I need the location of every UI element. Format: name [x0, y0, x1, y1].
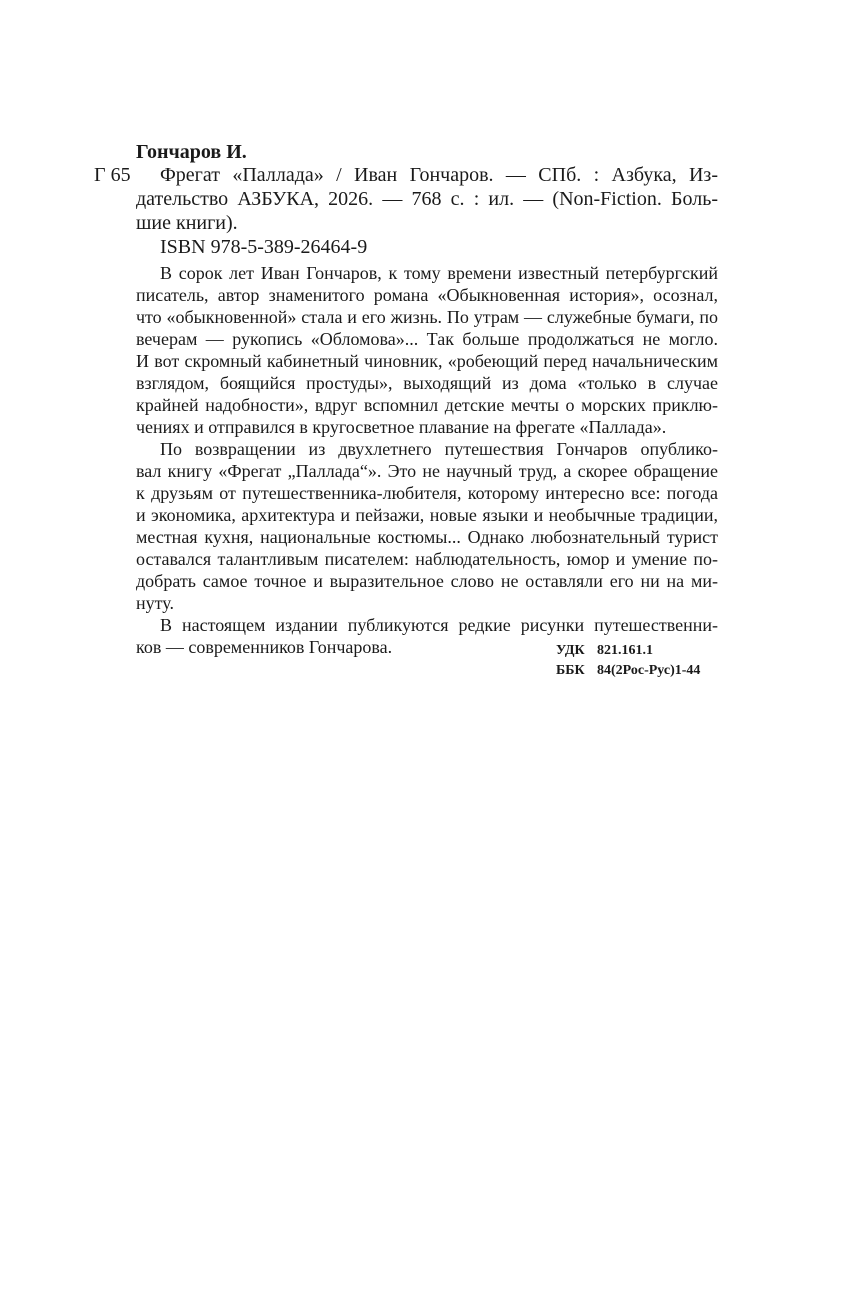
- annotation-line: вечерам — рукопись «Обломова»... Так больше продолжаться не могло.: [136, 329, 718, 349]
- annotation-line: и экономика, архитектура и пейзажи, новые языки и необычные традиции,: [136, 505, 718, 525]
- annotation-line: И вот скромный кабинетный чиновник, «робеющий перед начальническим: [136, 351, 718, 371]
- bbk-value: 84(2Рос-Рус)1-44: [597, 663, 701, 678]
- annotation-line: нуту.: [136, 593, 174, 613]
- biblio-line: дательство АЗБУКА, 2026. — 768 с. : ил. — (Non-Fiction. Боль-: [136, 188, 718, 210]
- annotation-line: писатель, автор знаменитого романа «Обыкновенная история», осознал,: [136, 285, 718, 305]
- annotation-line: что «обыкновенной» стала и его жизнь. По утрам — служебные бумаги, по: [136, 307, 718, 327]
- biblio-line: Фрегат «Паллада» / Иван Гончаров. — СПб. : Азбука, Из-: [160, 164, 718, 186]
- author-mark: Г 65: [94, 164, 131, 186]
- annotation-line: чениях и отправился в кругосветное плавание на фрегате «Паллада».: [136, 417, 667, 437]
- annotation-line: к друзьям от путешественника-любителя, которому интересно все: погода: [136, 483, 718, 503]
- annotation-line: В сорок лет Иван Гончаров, к тому времени известный петербургский: [160, 263, 718, 283]
- author-heading: Гончаров И.: [136, 141, 247, 163]
- bbk-row: [556, 661, 700, 681]
- annotation-line: добрать самое точное и выразительное слово не оставляли его ни на ми-: [136, 571, 718, 591]
- annotation-line: оставался талантливым писателем: наблюдательность, юмор и умение по-: [136, 549, 718, 569]
- annotation-line: В настоящем издании публикуются редкие рисунки путешественни-: [160, 615, 718, 635]
- isbn: ISBN 978-5-389-26464-9: [160, 236, 368, 258]
- classification-codes: [556, 641, 700, 681]
- udk-row: [556, 641, 700, 661]
- annotation-line: По возвращении из двухлетнего путешествия Гончаров опублико-: [160, 439, 718, 459]
- bibliographic-description: [136, 163, 718, 235]
- annotation-line: ков — современников Гончарова.: [136, 637, 393, 657]
- annotation-line: взглядом, боящийся простуды», выходящий из дома «только в случае: [136, 373, 718, 393]
- biblio-line: шие книги).: [136, 212, 238, 234]
- annotation-line: местная кухня, национальные костюмы... Однако любознательный турист: [136, 527, 718, 547]
- annotation-line: крайней надобности», вдруг вспомнил детские мечты о морских приклю-: [136, 395, 718, 415]
- udk-value: 821.161.1: [597, 643, 653, 658]
- annotation: [136, 262, 718, 658]
- udk-label: УДК: [556, 643, 585, 658]
- annotation-line: вал книгу «Фрегат „Паллада“». Это не научный труд, а скорее обращение: [136, 461, 718, 481]
- bbk-label: ББК: [556, 663, 585, 678]
